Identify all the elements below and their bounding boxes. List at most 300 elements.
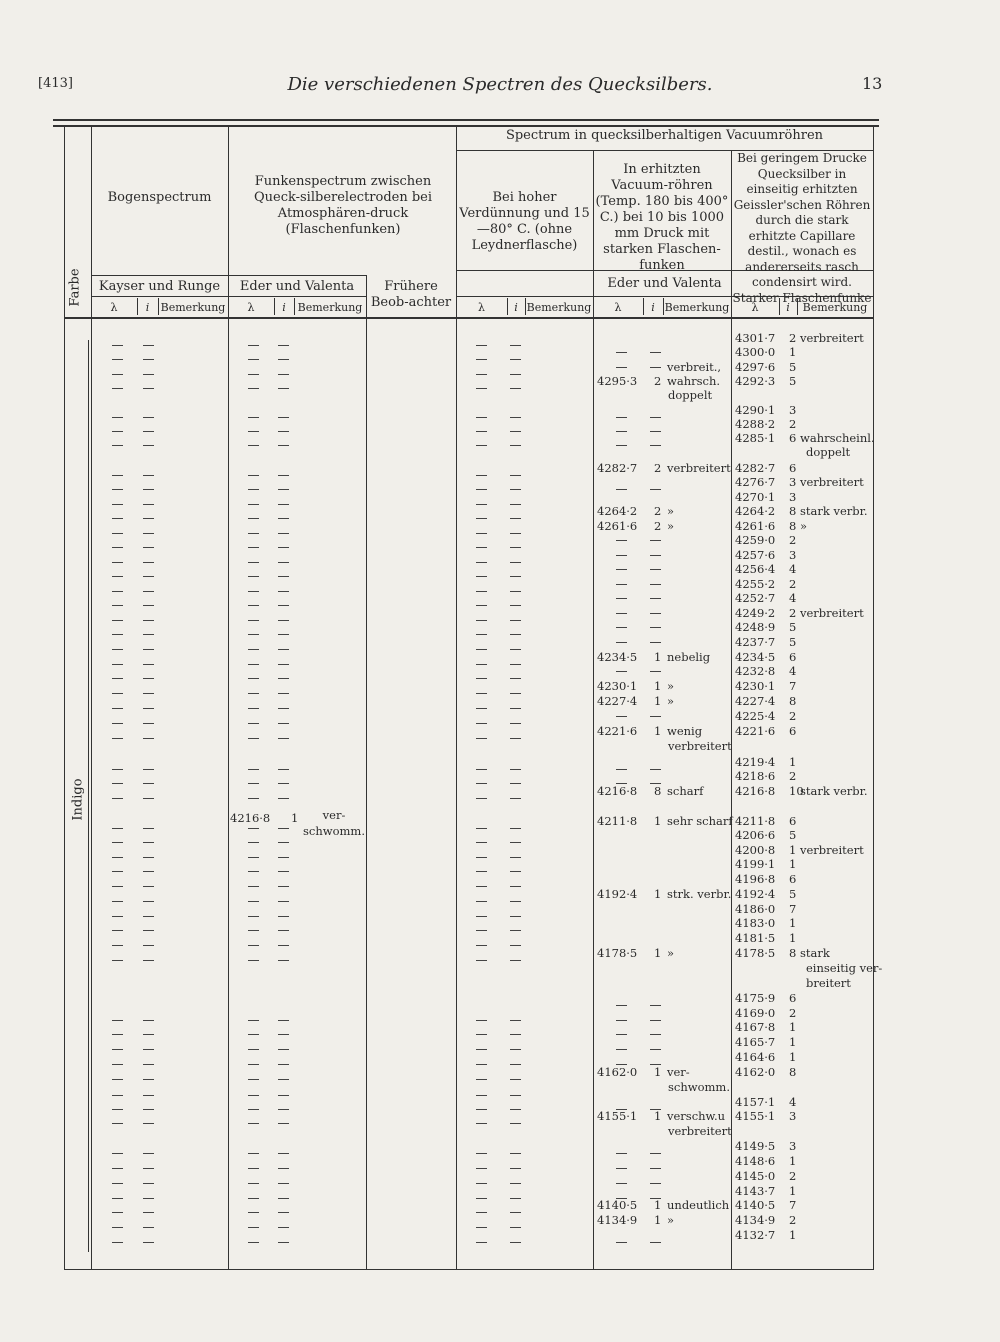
erhitzt-bem: undeutlich — [667, 1198, 730, 1212]
eder2-header: Eder und Valenta — [607, 276, 722, 291]
dash-mark — [510, 475, 521, 476]
dash-mark — [476, 678, 487, 679]
dash-mark — [476, 504, 487, 505]
gering-i: 1 — [789, 916, 797, 930]
dash-mark — [112, 605, 123, 606]
dash-mark — [616, 642, 627, 643]
dash-mark — [143, 960, 154, 961]
dash-mark — [510, 1198, 521, 1199]
col-line — [366, 275, 367, 1270]
dash-mark — [143, 504, 154, 505]
dash-mark — [510, 533, 521, 534]
dash-mark — [510, 1242, 521, 1243]
dash-mark — [112, 828, 123, 829]
dash-mark — [112, 1020, 123, 1021]
dash-mark — [248, 783, 259, 784]
dash-mark — [112, 345, 123, 346]
gering-i: 7 — [789, 679, 797, 693]
dash-mark — [112, 783, 123, 784]
dash-mark — [476, 945, 487, 946]
dash-mark — [143, 1109, 154, 1110]
dash-mark — [143, 916, 154, 917]
dash-mark — [112, 562, 123, 563]
header-rule — [91, 275, 228, 276]
dash-mark — [510, 547, 521, 548]
dash-mark — [510, 930, 521, 931]
gering-lambda: 4157·1 — [735, 1095, 776, 1109]
dash-mark — [616, 555, 627, 556]
dash-mark — [143, 871, 154, 872]
gering-lambda: 4301·7 — [735, 331, 776, 345]
gering-i: 5 — [789, 828, 797, 842]
lambda-head: λ — [478, 301, 485, 314]
dash-mark — [248, 591, 259, 592]
dash-mark — [278, 1227, 289, 1228]
dash-mark — [278, 388, 289, 389]
dash-mark — [278, 591, 289, 592]
erhitzt-i: 2 — [654, 374, 662, 388]
dash-mark — [143, 1064, 154, 1065]
dash-mark — [476, 1034, 487, 1035]
dash-mark — [510, 1153, 521, 1154]
dash-mark — [248, 1020, 259, 1021]
dash-mark — [278, 374, 289, 375]
dash-mark — [112, 1227, 123, 1228]
gering-i: 6 — [789, 650, 797, 664]
dash-mark — [143, 723, 154, 724]
erhitzt-bem: » — [667, 694, 675, 708]
dash-mark — [248, 649, 259, 650]
dash-mark — [112, 1153, 123, 1154]
gering-i: 4 — [789, 562, 797, 576]
dash-mark — [248, 1049, 259, 1050]
dash-mark — [112, 1034, 123, 1035]
dash-mark — [616, 540, 627, 541]
dash-mark — [476, 708, 487, 709]
dash-mark — [510, 798, 521, 799]
dash-mark — [248, 960, 259, 961]
dash-mark — [112, 1079, 123, 1080]
dash-mark — [476, 1095, 487, 1096]
gering-lambda: 4227·4 — [735, 694, 776, 708]
dash-mark — [248, 562, 259, 563]
dash-mark — [650, 1183, 661, 1184]
kayser-header: Kayser und Runge — [98, 279, 221, 294]
dash-mark — [248, 886, 259, 887]
dash-mark — [476, 930, 487, 931]
dash-mark — [112, 445, 123, 446]
dash-mark — [650, 431, 661, 432]
dash-mark — [143, 431, 154, 432]
gering-lambda: 4256·4 — [735, 562, 776, 576]
dash-mark — [476, 1242, 487, 1243]
dash-mark — [112, 388, 123, 389]
hoher-header: Bei hoher Verdünnung und 15—80° C. (ohne Leydnerflasche) — [459, 190, 590, 253]
dash-mark — [278, 664, 289, 665]
dash-mark — [112, 842, 123, 843]
dash-mark — [278, 769, 289, 770]
dash-mark — [112, 693, 123, 694]
dash-mark — [510, 1168, 521, 1169]
dash-mark — [650, 627, 661, 628]
dash-mark — [143, 738, 154, 739]
dash-mark — [510, 1079, 521, 1080]
erhitzt-i: 8 — [654, 784, 662, 798]
dash-mark — [616, 613, 627, 614]
dash-mark — [248, 1227, 259, 1228]
dash-mark — [616, 671, 627, 672]
dash-mark — [248, 798, 259, 799]
dash-mark — [510, 620, 521, 621]
erhitzt-i: 1 — [654, 1065, 662, 1079]
dash-mark — [616, 352, 627, 353]
gering-i: 6 — [789, 724, 797, 738]
erhitzt-lambda: 4264·2 — [597, 504, 638, 518]
dash-mark — [143, 1020, 154, 1021]
dash-mark — [650, 540, 661, 541]
gering-i: 2 — [789, 577, 797, 591]
gering-lambda: 4206·6 — [735, 828, 776, 842]
dash-mark — [476, 620, 487, 621]
dash-mark — [112, 489, 123, 490]
gering-lambda: 4211·8 — [735, 814, 776, 828]
dash-mark — [112, 1212, 123, 1213]
gering-i: 2 — [789, 1169, 797, 1183]
dash-mark — [476, 1020, 487, 1021]
dash-mark — [278, 783, 289, 784]
dash-mark — [510, 1034, 521, 1035]
dash-mark — [112, 620, 123, 621]
dash-mark — [143, 374, 154, 375]
erhitzt-bem: » — [667, 519, 675, 533]
erhitzt-bem: scharf — [667, 784, 704, 798]
dash-mark — [143, 475, 154, 476]
dash-mark — [112, 475, 123, 476]
dash-mark — [476, 1123, 487, 1124]
lambda-head: λ — [247, 301, 255, 314]
dash-mark — [112, 678, 123, 679]
gering-lambda: 4282·7 — [735, 461, 776, 475]
dash-mark — [650, 489, 661, 490]
erhitzt-i: 1 — [654, 946, 662, 960]
dash-mark — [248, 1064, 259, 1065]
gering-i: 1 — [789, 843, 797, 857]
dash-mark — [278, 562, 289, 563]
dash-mark — [510, 576, 521, 577]
dash-mark — [112, 738, 123, 739]
funken-bem: ver-schwomm. — [303, 808, 365, 838]
dash-mark — [248, 842, 259, 843]
dash-mark — [650, 555, 661, 556]
dash-mark — [650, 769, 661, 770]
gering-i: 1 — [789, 1154, 797, 1168]
dash-mark — [248, 1242, 259, 1243]
dash-mark — [248, 769, 259, 770]
dash-mark — [248, 359, 259, 360]
dash-mark — [616, 1020, 627, 1021]
note-continuation: verbreitert — [668, 1124, 732, 1138]
gering-lambda: 4196·8 — [735, 872, 776, 886]
dash-mark — [143, 417, 154, 418]
gering-i: 3 — [789, 490, 797, 504]
dash-mark — [278, 431, 289, 432]
dash-mark — [143, 1183, 154, 1184]
dash-mark — [510, 1212, 521, 1213]
gering-i: 8 — [789, 694, 797, 708]
erhitzt-i: 1 — [654, 650, 662, 664]
dash-mark — [278, 518, 289, 519]
dash-mark — [143, 489, 154, 490]
dash-mark — [248, 945, 259, 946]
gering-i: 4 — [789, 664, 797, 678]
dash-mark — [510, 664, 521, 665]
dash-mark — [143, 930, 154, 931]
dash-mark — [112, 930, 123, 931]
dash-mark — [278, 1198, 289, 1199]
gering-lambda: 4237·7 — [735, 635, 776, 649]
gering-lambda: 4290·1 — [735, 403, 776, 417]
dash-mark — [112, 1198, 123, 1199]
dash-mark — [510, 504, 521, 505]
col-line — [873, 127, 874, 1270]
i-head: i — [282, 301, 286, 314]
dash-mark — [476, 1109, 487, 1110]
dash-mark — [143, 783, 154, 784]
gering-lambda: 4134·9 — [735, 1213, 776, 1227]
dash-mark — [510, 1020, 521, 1021]
dash-mark — [143, 1168, 154, 1169]
dash-mark — [476, 562, 487, 563]
gering-lambda: 4285·1 — [735, 431, 776, 445]
dash-mark — [650, 613, 661, 614]
dash-mark — [616, 1049, 627, 1050]
gering-i: 8 — [789, 1065, 797, 1079]
dash-mark — [143, 1095, 154, 1096]
dash-mark — [112, 649, 123, 650]
color-brace — [88, 340, 89, 1252]
dash-mark — [112, 374, 123, 375]
erhitzt-bem: wenig — [667, 724, 703, 738]
dash-mark — [510, 417, 521, 418]
erhitzt-i: 1 — [654, 679, 662, 693]
dash-mark — [248, 634, 259, 635]
dash-mark — [112, 857, 123, 858]
erhitzt-i: 1 — [654, 1213, 662, 1227]
gering-i: 3 — [789, 403, 797, 417]
dash-mark — [476, 738, 487, 739]
dash-mark — [650, 1034, 661, 1035]
gering-i: 6 — [789, 461, 797, 475]
dash-mark — [143, 664, 154, 665]
lambda-head: λ — [614, 301, 622, 314]
gering-i: 10 — [789, 784, 804, 798]
erhitzt-bem: sehr scharf — [667, 814, 733, 828]
color-label: Indigo — [70, 778, 86, 821]
dash-mark — [510, 445, 521, 446]
gering-i: 8 — [789, 519, 797, 533]
note-continuation: doppelt — [806, 445, 851, 459]
dash-mark — [248, 664, 259, 665]
dash-mark — [112, 591, 123, 592]
gering-lambda: 4167·8 — [735, 1020, 776, 1034]
dash-mark — [248, 1034, 259, 1035]
gering-lambda: 4145·0 — [735, 1169, 776, 1183]
dash-mark — [278, 1183, 289, 1184]
dash-mark — [510, 1064, 521, 1065]
dash-mark — [278, 1064, 289, 1065]
i-head: i — [145, 301, 150, 314]
dash-mark — [510, 723, 521, 724]
gering-lambda: 4264·2 — [735, 504, 776, 518]
dash-mark — [616, 1242, 627, 1243]
gering-lambda: 4178·5 — [735, 946, 776, 960]
gering-lambda: 4248·9 — [735, 620, 776, 634]
dash-mark — [248, 1212, 259, 1213]
dash-mark — [143, 1123, 154, 1124]
dash-mark — [616, 569, 627, 570]
gering-i: 2 — [789, 606, 797, 620]
gering-i: 1 — [789, 1035, 797, 1049]
erhitzt-i: 2 — [654, 519, 662, 533]
dash-mark — [616, 1034, 627, 1035]
dash-mark — [510, 1123, 521, 1124]
bogen-header: Bogenspectrum — [107, 190, 212, 205]
dash-mark — [143, 533, 154, 534]
dash-mark — [510, 693, 521, 694]
gering-i: 2 — [789, 1213, 797, 1227]
dash-mark — [143, 1153, 154, 1154]
dash-mark — [143, 769, 154, 770]
dash-mark — [616, 627, 627, 628]
dash-mark — [278, 445, 289, 446]
dash-mark — [476, 1153, 487, 1154]
dash-mark — [650, 1242, 661, 1243]
dash-mark — [650, 1020, 661, 1021]
erhitzt-lambda: 4134·9 — [597, 1213, 638, 1227]
i-head: i — [651, 301, 655, 314]
dash-mark — [248, 547, 259, 548]
gering-i: 6 — [789, 872, 797, 886]
gering-lambda: 4225·4 — [735, 709, 776, 723]
dash-mark — [476, 769, 487, 770]
dash-mark — [510, 1095, 521, 1096]
dash-mark — [650, 1005, 661, 1006]
erhitzt-lambda: 4140·5 — [597, 1198, 638, 1212]
erhitzt-bem: verbreit., — [667, 360, 722, 374]
note-continuation: verbreitert — [668, 739, 732, 753]
dash-mark — [510, 518, 521, 519]
dash-mark — [278, 1168, 289, 1169]
erhitzt-i: 2 — [654, 504, 662, 518]
dash-mark — [510, 916, 521, 917]
dash-mark — [650, 716, 661, 717]
gering-i: 1 — [789, 1050, 797, 1064]
dash-mark — [650, 598, 661, 599]
dash-mark — [510, 945, 521, 946]
dash-mark — [278, 857, 289, 858]
gering-i: 1 — [789, 345, 797, 359]
funken-lambda: 4216·8 — [230, 811, 271, 825]
gering-lambda: 4257·6 — [735, 548, 776, 562]
note-continuation: schwomm. — [668, 1080, 730, 1094]
dash-mark — [510, 489, 521, 490]
col-line — [91, 127, 92, 1270]
dash-mark — [278, 489, 289, 490]
dash-mark — [278, 417, 289, 418]
gering-i: 8 — [789, 504, 797, 518]
dash-mark — [476, 842, 487, 843]
dash-mark — [248, 738, 259, 739]
i-head: i — [786, 301, 790, 314]
dash-mark — [278, 945, 289, 946]
dash-mark — [112, 960, 123, 961]
dash-mark — [248, 518, 259, 519]
dash-mark — [248, 1198, 259, 1199]
dash-mark — [112, 798, 123, 799]
erhitzt-header: In erhitzten Vacuum-röhren (Temp. 180 bis 400° C.) bei 10 bis 1000 mm Druck mit starken Flaschen-funken — [595, 162, 729, 273]
bem-head: Bemerkung — [160, 301, 226, 314]
gering-i: 1 — [789, 1228, 797, 1242]
dash-mark — [248, 533, 259, 534]
dash-mark — [143, 708, 154, 709]
dash-mark — [476, 489, 487, 490]
dash-mark — [510, 738, 521, 739]
dash-mark — [476, 475, 487, 476]
bottom-rule — [64, 1269, 873, 1270]
dash-mark — [248, 445, 259, 446]
dash-mark — [112, 518, 123, 519]
dash-mark — [112, 708, 123, 709]
farbe-header: Farbe — [67, 268, 83, 307]
dash-mark — [248, 1153, 259, 1154]
dash-mark — [112, 1183, 123, 1184]
dash-mark — [476, 649, 487, 650]
dash-mark — [278, 605, 289, 606]
gering-bem: verbreitert — [800, 606, 864, 620]
dash-mark — [278, 798, 289, 799]
dash-mark — [248, 723, 259, 724]
col-line — [228, 127, 229, 1270]
dash-mark — [248, 431, 259, 432]
dash-mark — [278, 1034, 289, 1035]
gering-i: 5 — [789, 635, 797, 649]
dash-mark — [143, 945, 154, 946]
erhitzt-bem: » — [667, 1213, 675, 1227]
gering-bem: verbreitert — [800, 843, 864, 857]
gering-i: 3 — [789, 548, 797, 562]
dash-mark — [616, 445, 627, 446]
gering-lambda: 4259·0 — [735, 533, 776, 547]
dash-mark — [143, 828, 154, 829]
dash-mark — [278, 708, 289, 709]
gering-bem: wahrscheinl. — [800, 431, 875, 445]
dash-mark — [143, 901, 154, 902]
dash-mark — [143, 693, 154, 694]
dash-mark — [510, 857, 521, 858]
dash-mark — [510, 708, 521, 709]
dash-mark — [476, 916, 487, 917]
gering-lambda: 4148·6 — [735, 1154, 776, 1168]
gering-lambda: 4155·1 — [735, 1109, 776, 1123]
dash-mark — [143, 1242, 154, 1243]
dash-mark — [476, 359, 487, 360]
erhitzt-lambda: 4178·5 — [597, 946, 638, 960]
dash-mark — [476, 693, 487, 694]
erhitzt-bem: strk. verbr. — [667, 887, 732, 901]
gering-i: 2 — [789, 331, 797, 345]
gering-lambda: 4288·2 — [735, 417, 776, 431]
dash-mark — [278, 916, 289, 917]
